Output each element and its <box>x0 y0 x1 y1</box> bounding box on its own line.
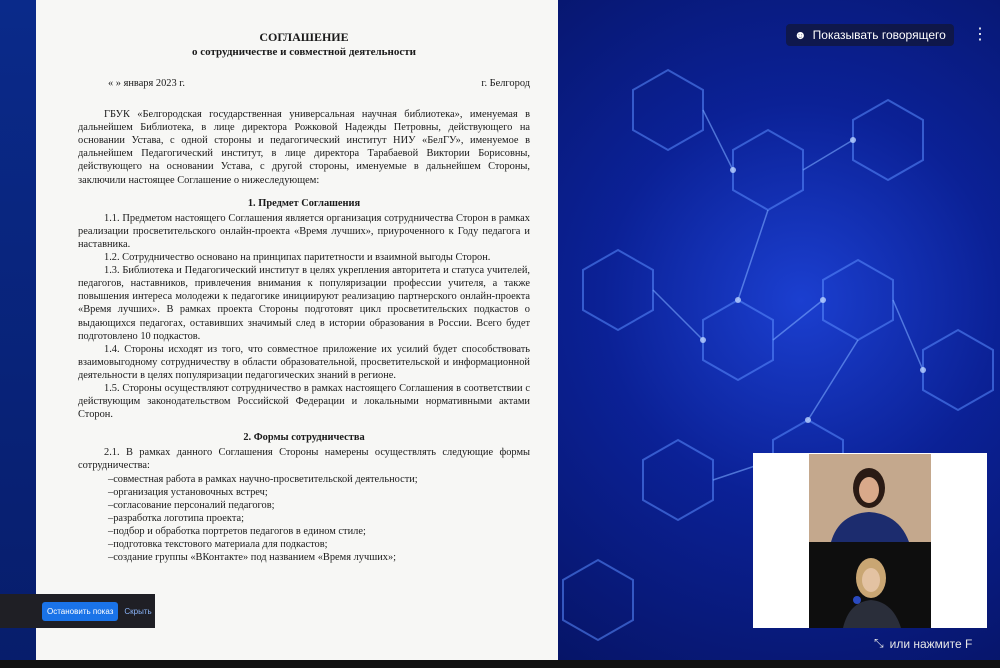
date-row <box>78 77 530 90</box>
document-date: « » января 2023 г. <box>108 78 185 89</box>
fullscreen-hint[interactable] <box>874 636 972 651</box>
person-icon: ☻ <box>794 28 807 42</box>
section-2-title: 2. Формы сотрудничества <box>243 432 365 444</box>
list-item: –подготовка текстового материала для подкастов; <box>108 539 328 550</box>
more-options-button[interactable] <box>970 24 990 46</box>
participant-video[interactable] <box>809 542 931 628</box>
list-item: –подбор и обработка портретов педагогов в едином стиле; <box>108 525 366 537</box>
clause-2-1: 2.1. В рамках данного Соглашения Стороны намерены осуществлять следующие формы сотрудничества: <box>78 447 530 472</box>
intro-paragraph: ГБУК «Белгородская государственная универсальная научная библиотека», именуемая в дальнейшем Библиотека, в лице директора Рожковой Надежды Петровны, действующего на основании Устава, с одной стороны и педагогический институт НИУ «БелГУ», именуемое в дальнейшем Педагогический институт, в лице директора Тарабаевой Виктории Борисовны, действующего на основании Устава, с другой стороны, именуемые в дальнейшем Стороны, заключили настоящее Соглашение о нижеследующем: <box>78 109 530 186</box>
bottom-bar <box>0 660 1000 668</box>
fullscreen-icon: ⤡ <box>874 636 884 650</box>
list-item: –организация установочных встреч; <box>108 486 268 498</box>
clause-1-2: 1.2. Сотрудничество основано на принципах паритетности и взаимной выгоды Сторон. <box>104 252 491 264</box>
clause-1-5: 1.5. Стороны осуществляют сотрудничество в рамках настоящего Соглашения в соответствии с действующим законодательством Российской Федерации и локальными нормативными актами Сторон. <box>78 382 530 421</box>
document-title: СОГЛАШЕНИЕ <box>259 30 349 44</box>
shared-document <box>36 0 558 668</box>
show-speaker-label: Показывать говорящего <box>812 28 946 42</box>
section-1-title: 1. Предмет Соглашения <box>247 197 361 209</box>
list-item: –разработка логотипа проекта; <box>108 512 244 524</box>
document-subtitle: о сотрудничестве и совместной деятельности <box>192 46 416 58</box>
clause-1-4: 1.4. Стороны исходят из того, что совместное приложение их усилий будет способствовать взаимовыгодному сотрудничеству в области образовательной, просветительской и информационной деятельности в целях популяризации педагогических знаний в регионе. <box>78 343 530 381</box>
fullscreen-hint-label: или нажмите F <box>889 636 973 651</box>
clause-1-1: 1.1. Предметом настоящего Соглашения является организация сотрудничества Сторон в рамках реализации просветительского онлайн-проекта «Время лучших», приуроченного к Году педагога и наставника. <box>78 212 530 250</box>
list-item: –создание группы «ВКонтакте» под названием «Время лучших»; <box>108 552 397 564</box>
screen-share-bar <box>0 594 155 628</box>
left-blue-strip <box>0 0 36 668</box>
participant-video[interactable] <box>809 454 931 542</box>
document-city: г. Белгород <box>481 78 530 89</box>
show-speaker-button[interactable] <box>786 24 954 46</box>
participant-videos <box>753 453 987 628</box>
clause-1-3: 1.3. Библиотека и Педагогический институт в целях укрепления авторитета и статуса учителей, педагогов, наставников, привлечения внимания к популяризации профессии учителя, а также повышения интереса молодежи к педагогике инициируют реализацию партнерского онлайн-проекта «Время лучших». В рамках проекта Стороны подготовят цикл просветительских подкастов о выдающихся педагогах, оставивших значимый след в истории образования в России. Всего будет подготовлено 10 подкастов. <box>78 265 530 342</box>
more-vert-icon: ⋮ <box>972 26 988 43</box>
hide-button[interactable]: Скрыть <box>124 606 152 616</box>
list-item: –совместная работа в рамках научно-просветительской деятельности; <box>108 473 418 485</box>
list-item: –согласование персоналий педагогов; <box>108 499 275 511</box>
stop-sharing-button[interactable]: Остановить показ <box>42 602 118 621</box>
